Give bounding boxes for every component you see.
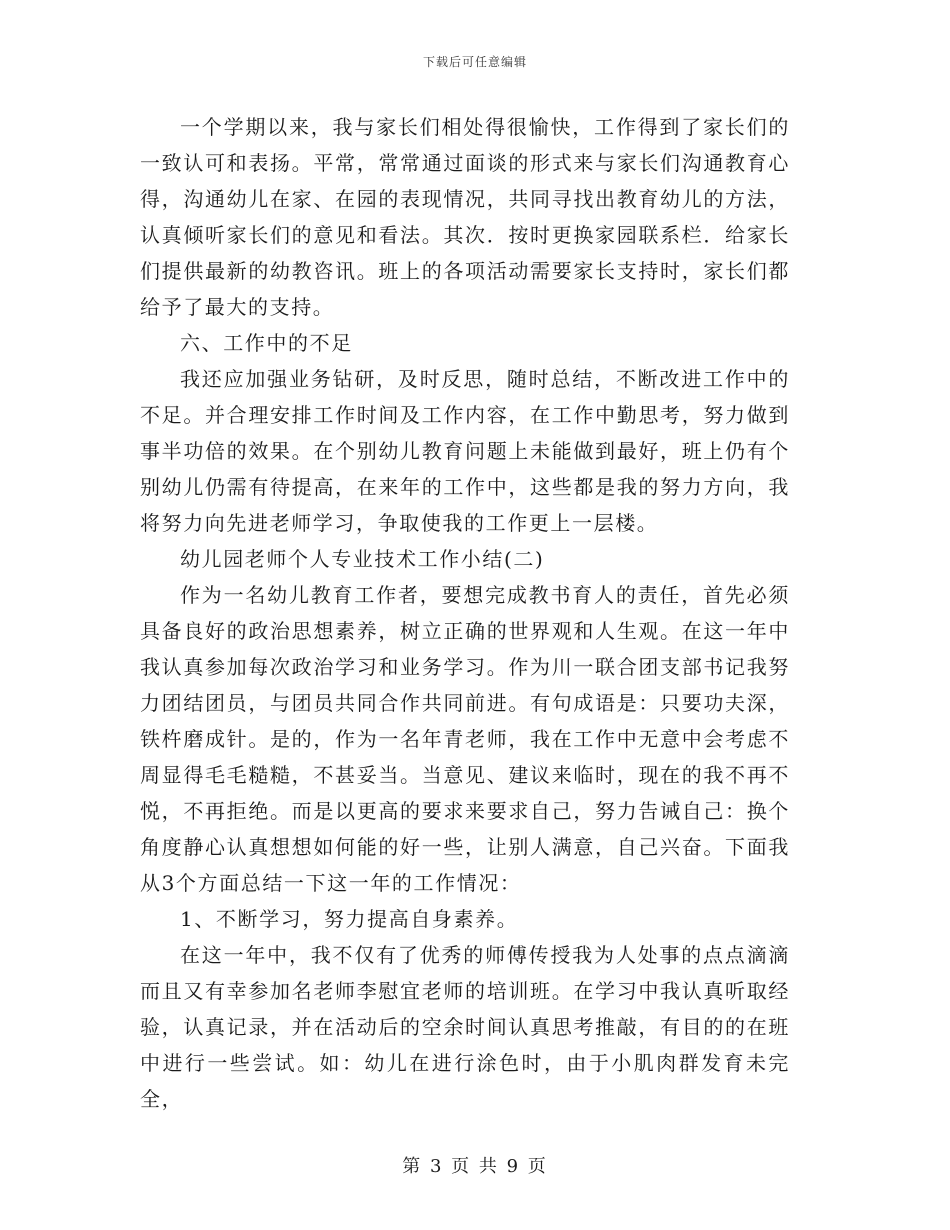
paragraph-introduction: 作为一名幼儿教育工作者，要想完成教书育人的责任，首先必须具备良好的政治思想素养，树立正确的世界观和人生观。在这一年中我认真参加每次政治学习和业务学习。作为川一联合团支部书记我努力团结团员，与团员共同合作共同前进。有句成语是：只要功夫深，铁杵磨成针。是的，作为一名年青老师，我在工作中无意中会考虑不周显得毛毛糙糙，不甚妥当。当意见、建议来临时，现在的我不再不悦，不再拒绝。而是以更高的要求来要求自己，努力告诫自己：换个角度静心认真想想如何能的好一些，让别人满意，自己兴奋。下面我从3个方面总结一下这一年的工作情况：	[140, 583, 790, 895]
section-heading-learning: 1、不断学习，努力提高自身素养。	[180, 907, 519, 931]
paragraph-parent-communication: 一个学期以来，我与家长们相处得很愉快，工作得到了家长们的一致认可和表扬。平常，常常通过面谈的形式来与家长们沟通教育心得，沟通幼儿在家、在园的表现情况，共同寻找出教育幼儿的方法，认真倾听家长们的意见和看法。其次．按时更换家园联系栏．给家长们提供最新的幼教咨讯。班上的各项活动需要家长支持时，家长们都给予了最大的支持。	[140, 115, 790, 319]
page-number-footer: 第 3 页 共 9 页	[402, 1156, 548, 1177]
page-header: 下载后可任意编辑	[422, 55, 527, 69]
paragraph-shortcomings: 我还应加强业务钻研，及时反思，随时总结，不断改进工作中的不足。并合理安排工作时间及工作内容，在工作中勤思考，努力做到事半功倍的效果。在个别幼儿教育问题上未能做到最好，班上仍有个别幼儿仍需有待提高，在来年的工作中，这些都是我的努力方向，我将努力向先进老师学习，争取使我的工作更上一层楼。	[140, 367, 790, 535]
document-subtitle: 幼儿园老师个人专业技术工作小结(二)	[180, 547, 545, 571]
paragraph-learning: 在这一年中，我不仅有了优秀的师傅传授我为人处事的点点滴滴而且又有幸参加名老师李慰宜老师的培训班。在学习中我认真听取经验，认真记录，并在活动后的空余时间认真思考推敲，有目的的在班中进行一些尝试。如：幼儿在进行涂色时，由于小肌肉群发育未完全，	[140, 943, 790, 1111]
document-body	[140, 109, 790, 1117]
section-heading-shortcomings: 六、工作中的不足	[180, 331, 353, 355]
